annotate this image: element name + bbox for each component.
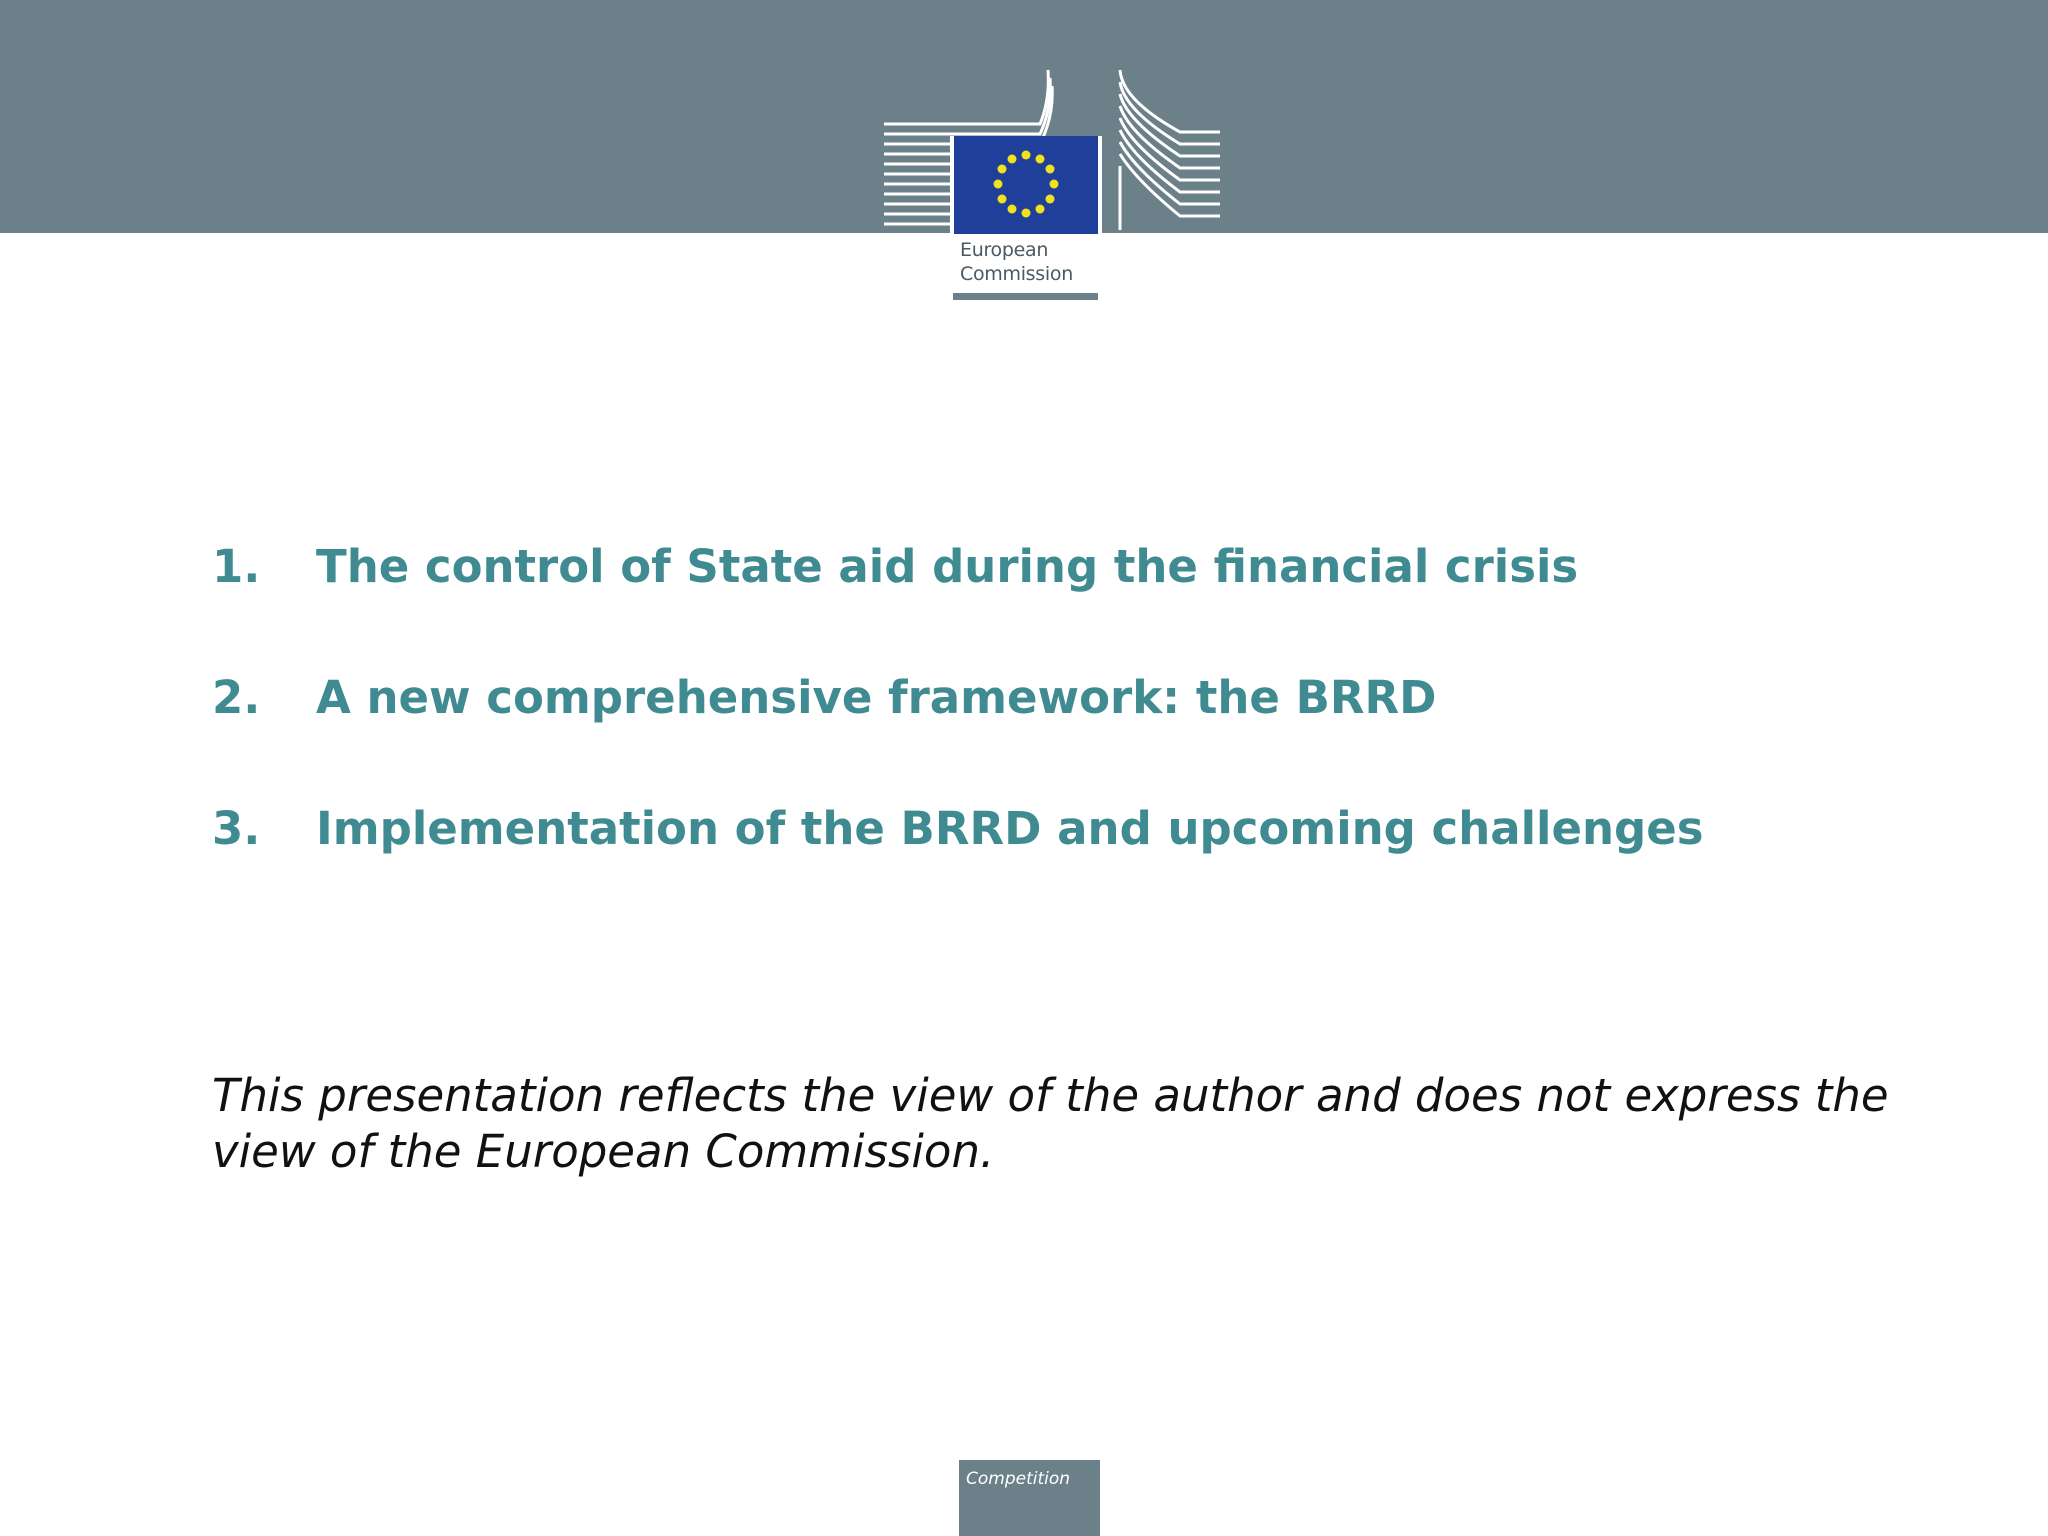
agenda-item-text: A new comprehensive framework: the BRRD <box>316 671 1437 724</box>
footer-label: Competition <box>966 1469 1071 1489</box>
agenda-item-number: 2. <box>212 671 261 724</box>
agenda-item-2 <box>212 671 1912 802</box>
footer-tab <box>959 1460 1100 1536</box>
agenda-item-3 <box>212 802 1912 933</box>
logo-underline <box>953 293 1098 300</box>
agenda-item-1 <box>212 540 1912 671</box>
logo-line-1: European <box>960 239 1049 261</box>
agenda-item-text: The control of State aid during the financial crisis <box>316 540 1579 593</box>
agenda-item-number: 3. <box>212 802 261 855</box>
agenda-list <box>212 540 1912 933</box>
logo-wordmark <box>960 238 1100 286</box>
agenda-item-text: Implementation of the BRRD and upcoming challenges <box>316 802 1704 855</box>
logo-line-2: Commission <box>960 263 1073 285</box>
disclaimer-text: This presentation reflects the view of the author and does not express the view of the European Commission. <box>212 1069 1889 1178</box>
agenda-item-number: 1. <box>212 540 261 593</box>
